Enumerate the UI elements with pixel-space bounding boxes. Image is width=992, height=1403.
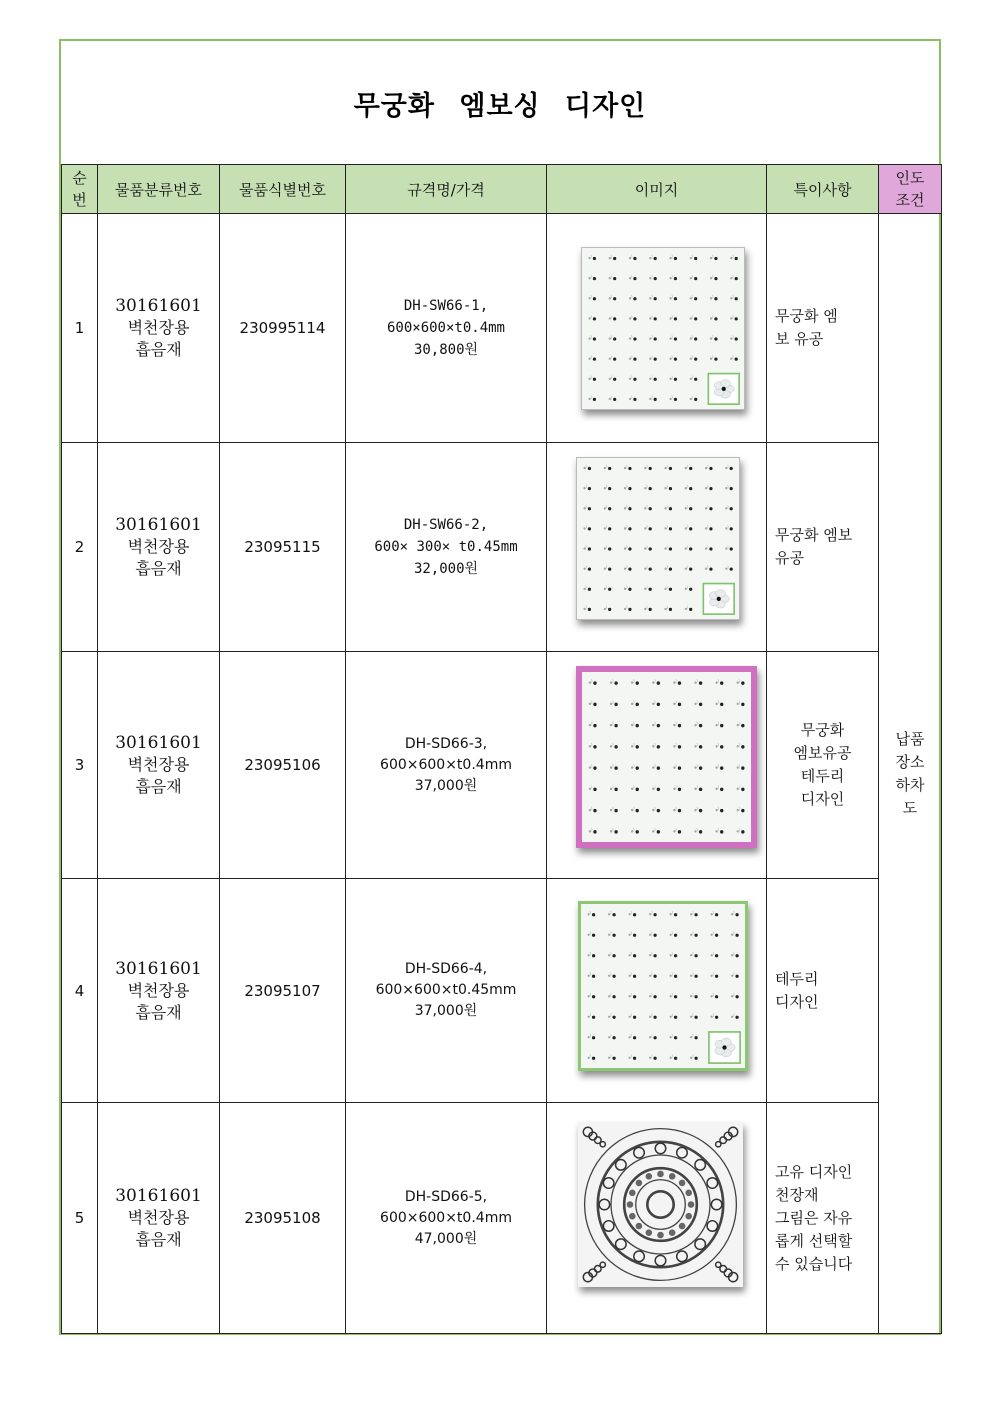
header-delivery: 인도조건 — [879, 165, 942, 214]
category-name: 벽천장용 — [127, 1208, 190, 1227]
spec-cell — [346, 652, 547, 879]
spec-model: DH-SW66-2, — [403, 517, 489, 533]
category-name: 벽천장용 — [127, 537, 190, 556]
green-border-tile-icon — [578, 901, 748, 1071]
title-area — [61, 41, 939, 166]
note-line: 엠보유공 — [793, 744, 852, 762]
pink-border-tile-icon — [576, 666, 757, 848]
note-line: 수 있습니다 — [775, 1254, 853, 1273]
seq-cell: 4 — [62, 879, 98, 1103]
note-cell — [767, 879, 879, 1103]
category-sub: 흡음재 — [135, 559, 182, 578]
note-cell — [767, 443, 879, 652]
note-cell — [767, 1103, 879, 1334]
seq-cell: 5 — [62, 1103, 98, 1334]
note-line: 테두리 — [775, 969, 819, 988]
table-row — [62, 879, 942, 1103]
category-cell — [98, 214, 220, 443]
spec-model: DH-SD66-3, — [404, 735, 488, 752]
table-row — [62, 214, 942, 443]
category-name: 벽천장용 — [127, 755, 190, 774]
header-seq: 순번 — [62, 165, 98, 214]
note-cell — [767, 214, 879, 443]
delivery-cell — [879, 214, 942, 1334]
id-cell: 23095115 — [220, 443, 346, 652]
category-sub: 흡음재 — [135, 777, 182, 796]
delivery-line: 하차 — [895, 775, 925, 794]
image-cell — [547, 443, 767, 652]
category-sub: 흡음재 — [135, 1230, 182, 1249]
table-row — [62, 443, 942, 652]
image-cell — [547, 652, 767, 879]
note-line: 천장재 — [775, 1185, 819, 1204]
note-line: 롭게 선택할 — [775, 1231, 853, 1250]
note-line: 테두리 — [800, 767, 845, 785]
id-cell: 23095107 — [220, 879, 346, 1103]
seq-cell: 2 — [62, 443, 98, 652]
header-spec: 규격명/가격 — [346, 165, 547, 214]
note-line: 무궁화 — [800, 721, 845, 739]
spec-size: 600×600×t0.4mm — [380, 756, 512, 773]
spec-cell — [346, 443, 547, 652]
spec-cell — [346, 879, 547, 1103]
product-table — [61, 164, 942, 1334]
spec-price: 47,000원 — [414, 1230, 478, 1247]
spec-price: 37,000원 — [414, 777, 478, 794]
image-cell — [547, 879, 767, 1103]
embossed-tile-icon — [581, 247, 745, 410]
table-header-row — [62, 165, 942, 214]
mandala-tile-icon — [578, 1122, 743, 1287]
note-line: 그림은 자유 — [775, 1208, 853, 1227]
id-cell: 23095106 — [220, 652, 346, 879]
table-row — [62, 652, 942, 879]
note-line: 디자인 — [775, 992, 819, 1011]
header-category-no: 물품분류번호 — [98, 165, 220, 214]
spec-cell — [346, 214, 547, 443]
note-cell — [767, 652, 879, 879]
id-cell: 230995114 — [220, 214, 346, 443]
delivery-line: 납품 — [895, 729, 925, 748]
category-cell — [98, 879, 220, 1103]
delivery-line: 장소 — [895, 752, 925, 771]
note-line: 무궁화 엠 — [775, 307, 838, 325]
spec-size: 600×600×t0.4mm — [380, 1209, 512, 1226]
document-frame — [59, 39, 941, 1335]
category-cell — [98, 443, 220, 652]
category-sub: 흡음재 — [135, 1002, 182, 1022]
spec-model: DH-SD66-4, — [404, 961, 488, 977]
header-note: 특이사항 — [767, 165, 879, 214]
category-cell — [98, 652, 220, 879]
category-name: 벽천장용 — [127, 318, 190, 337]
category-cell — [98, 1103, 220, 1334]
embossed-tile-icon — [576, 457, 740, 620]
category-code: 30161601 — [115, 1186, 202, 1206]
spec-model: DH-SD66-5, — [404, 1188, 488, 1205]
category-sub: 흡음재 — [135, 340, 182, 359]
id-cell: 23095108 — [220, 1103, 346, 1334]
seq-cell: 3 — [62, 652, 98, 879]
note-line: 디자인 — [800, 790, 845, 808]
spec-price: 30,800원 — [413, 342, 479, 358]
spec-size: 600× 300× t0.45mm — [374, 539, 518, 555]
note-line: 보 유공 — [775, 330, 824, 348]
seq-cell: 1 — [62, 214, 98, 443]
spec-model: DH-SW66-1, — [403, 298, 489, 314]
spec-cell — [346, 1103, 547, 1334]
note-line: 고유 디자인 — [775, 1162, 853, 1181]
image-cell — [547, 1103, 767, 1334]
category-code: 30161601 — [115, 733, 202, 753]
spec-size: 600×600×t0.4mm — [386, 320, 505, 336]
category-code: 30161601 — [115, 296, 202, 316]
header-image: 이미지 — [547, 165, 767, 214]
table-row — [62, 1103, 942, 1334]
header-id-no: 물품식별번호 — [220, 165, 346, 214]
spec-price: 37,000원 — [414, 1003, 478, 1019]
spec-price: 32,000원 — [413, 561, 479, 577]
spec-size: 600×600×t0.45mm — [375, 982, 517, 998]
note-line: 무궁화 엠보 — [775, 526, 853, 544]
category-code: 30161601 — [115, 958, 202, 979]
page-title: 무궁화 엠보싱 디자인 — [353, 91, 647, 122]
image-cell — [547, 214, 767, 443]
category-code: 30161601 — [115, 515, 202, 535]
category-name: 벽천장용 — [127, 980, 190, 1000]
note-line: 유공 — [775, 549, 804, 567]
delivery-line: 도 — [902, 798, 918, 817]
